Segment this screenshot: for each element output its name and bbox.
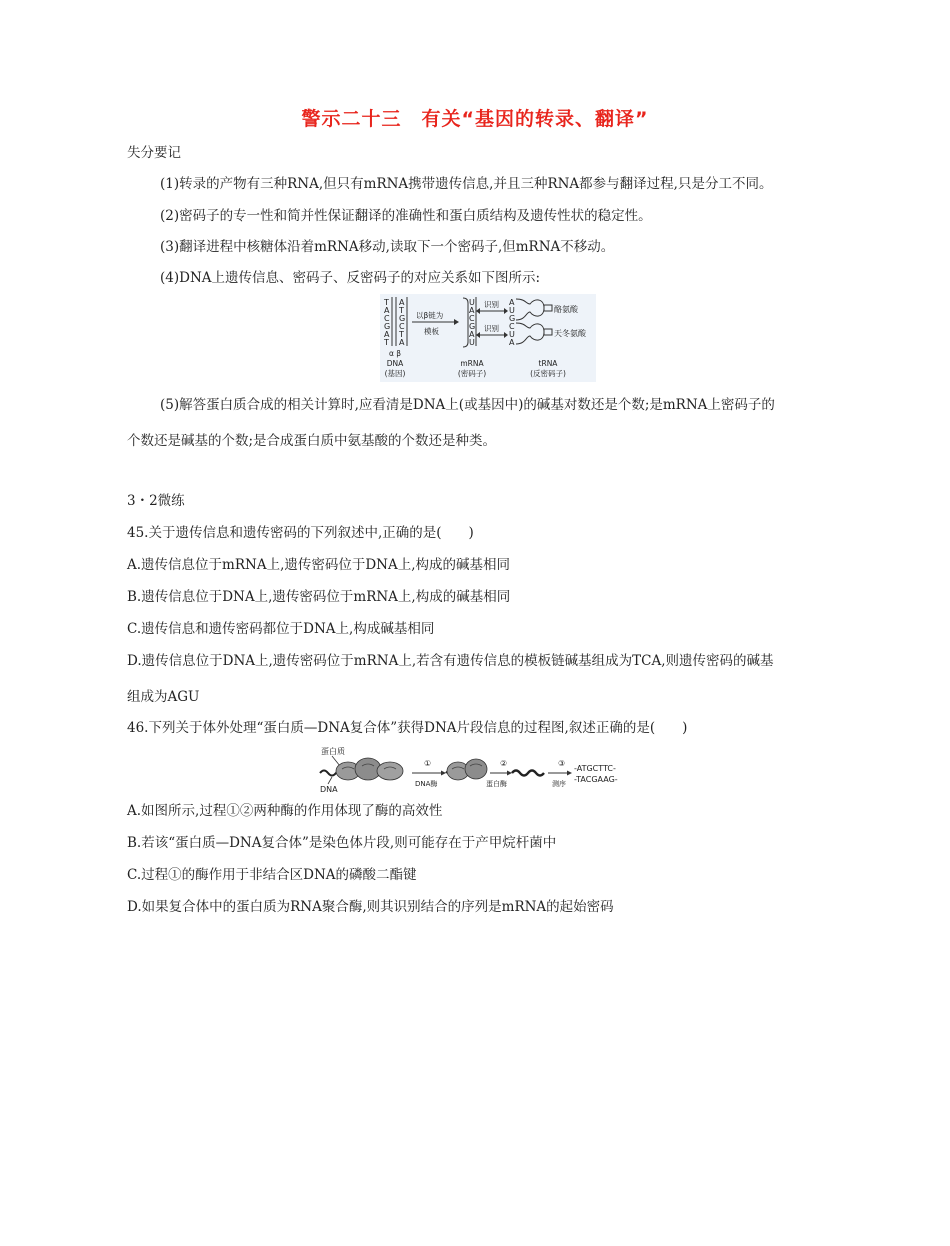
dna-beta-base: A (399, 298, 405, 307)
dna-alpha-base: T (384, 298, 389, 307)
dna-alpha-base: C (384, 314, 390, 323)
mrna-base: U (469, 298, 475, 307)
step-2-arrow (486, 759, 512, 788)
dna-beta-base: A (399, 338, 405, 347)
step-3-label: ③ (558, 759, 566, 768)
sequencing-label: 测序 (552, 780, 566, 788)
enzyme-dnase: DNA酶 (415, 780, 438, 788)
mrna-base: A (469, 330, 475, 339)
q45-option-b: B.遗传信息位于DNA上,遗传密码位于mRNA上,构成的碱基相同 (127, 589, 511, 605)
dna-fragment (512, 771, 544, 776)
section-heading-practice: 3・2微练 (127, 493, 185, 509)
mrna-base: U (469, 338, 475, 347)
dna-alpha-base: G (384, 322, 391, 331)
label-mrna: mRNA (460, 359, 484, 368)
label-trna: tRNA (538, 359, 558, 368)
q46-option-b: B.若该“蛋白质—DNA复合体”是染色体片段,则可能存在于产甲烷杆菌中 (127, 835, 557, 851)
arrow-label-2: 模板 (424, 327, 439, 336)
amino-acid-aspartate: 天冬氨酸 (554, 329, 586, 338)
trimmed-complex (446, 759, 487, 780)
q45-option-d-line-1: D.遗传信息位于DNA上,遗传密码位于mRNA上,若含有遗传信息的模板链碱基组成为TCA,则遗传密码的碱基 (127, 653, 774, 669)
dna-beta-base: C (399, 322, 405, 331)
point-5-line-1: (5)解答蛋白质合成的相关计算时,应看清是DNA上(或基因中)的碱基对数还是个数;是mRNA上密码子的 (160, 397, 775, 413)
label-dna-sub: (基因) (384, 369, 406, 378)
label-dna: DNA (386, 359, 404, 368)
amino-acid-tyrosine: 酪氨酸 (554, 305, 578, 314)
label-dna: DNA (320, 785, 338, 794)
point-5-line-2: 个数还是碱基的个数;是合成蛋白质中氨基酸的个数还是种类。 (127, 433, 497, 449)
recognize-label-bottom: 识别 (484, 324, 499, 333)
step-3-arrow (548, 759, 572, 788)
point-3: (3)翻译进程中核糖体沿着mRNA移动,读取下一个密码子,但mRNA不移动。 (160, 239, 615, 255)
page-title: 警示二十三 有关“基因的转录、翻译” (301, 108, 649, 130)
step-1-arrow (412, 759, 446, 788)
sequence-strand-2: -TACGAAG- (574, 775, 618, 784)
q45-option-d-line-2: 组成为AGU (127, 689, 200, 705)
q46-option-c: C.过程①的酶作用于非结合区DNA的磷酸二酯键 (127, 867, 417, 883)
step-2-label: ② (500, 759, 508, 768)
recognize-label-top: 识别 (484, 300, 499, 309)
q46-stem: 46.下列关于体外处理“蛋白质—DNA复合体”获得DNA片段信息的过程图,叙述正确的是( ) (127, 720, 688, 736)
arrow-label-1: 以β链为 (416, 311, 444, 320)
dna-alpha-base: A (384, 306, 390, 315)
q45-option-c: C.遗传信息和遗传密码都位于DNA上,构成碱基相同 (127, 621, 435, 637)
q46-option-a: A.如图所示,过程①②两种酶的作用体现了酶的高效性 (127, 803, 443, 819)
trna-base: U (509, 330, 515, 339)
trna-base: A (509, 338, 515, 347)
dna-mrna-trna-diagram (380, 294, 596, 382)
dna-beta-base: T (399, 306, 404, 315)
trna-base: A (509, 298, 515, 307)
step-1-label: ① (424, 759, 432, 768)
dna-alpha-base: A (384, 330, 390, 339)
q46-option-d: D.如果复合体中的蛋白质为RNA聚合酶,则其识别结合的序列是mRNA的起始密码 (127, 899, 614, 915)
point-2: (2)密码子的专一性和简并性保证翻译的准确性和蛋白质结构及遗传性状的稳定性。 (160, 208, 652, 224)
label-alpha-beta: α β (388, 349, 402, 358)
q45-stem: 45.关于遗传信息和遗传密码的下列叙述中,正确的是( ) (127, 525, 474, 541)
point-1: (1)转录的产物有三种RNA,但只有mRNA携带遗传信息,并且三种RNA都参与翻译过程,只是分工不同。 (160, 176, 773, 192)
label-protein: 蛋白质 (321, 747, 345, 756)
protein-dna-complex (320, 758, 403, 780)
trna-anticodons (509, 298, 515, 347)
q45-option-a: A.遗传信息位于mRNA上,遗传密码位于DNA上,构成的碱基相同 (127, 557, 511, 573)
sequence-strand-1: -ATGCTTC- (574, 764, 616, 773)
trna-base: C (509, 322, 515, 331)
dna-beta-base: T (399, 330, 404, 339)
trna-base: G (509, 314, 516, 323)
label-mrna-sub: (密码子) (457, 369, 487, 378)
dna-beta-base: G (399, 314, 406, 323)
section-heading-mistakes: 失分要记 (127, 145, 181, 161)
mrna-base: A (469, 306, 475, 315)
enzyme-protease: 蛋白酶 (486, 780, 507, 788)
mrna-base: C (469, 314, 475, 323)
label-trna-sub: (反密码子) (530, 369, 566, 378)
point-4: (4)DNA上遗传信息、密码子、反密码子的对应关系如下图所示: (160, 270, 541, 286)
trna-base: U (509, 306, 515, 315)
dna-alpha-base: T (384, 338, 389, 347)
protein-dna-process-diagram (318, 744, 638, 794)
mrna-base: G (469, 322, 476, 331)
